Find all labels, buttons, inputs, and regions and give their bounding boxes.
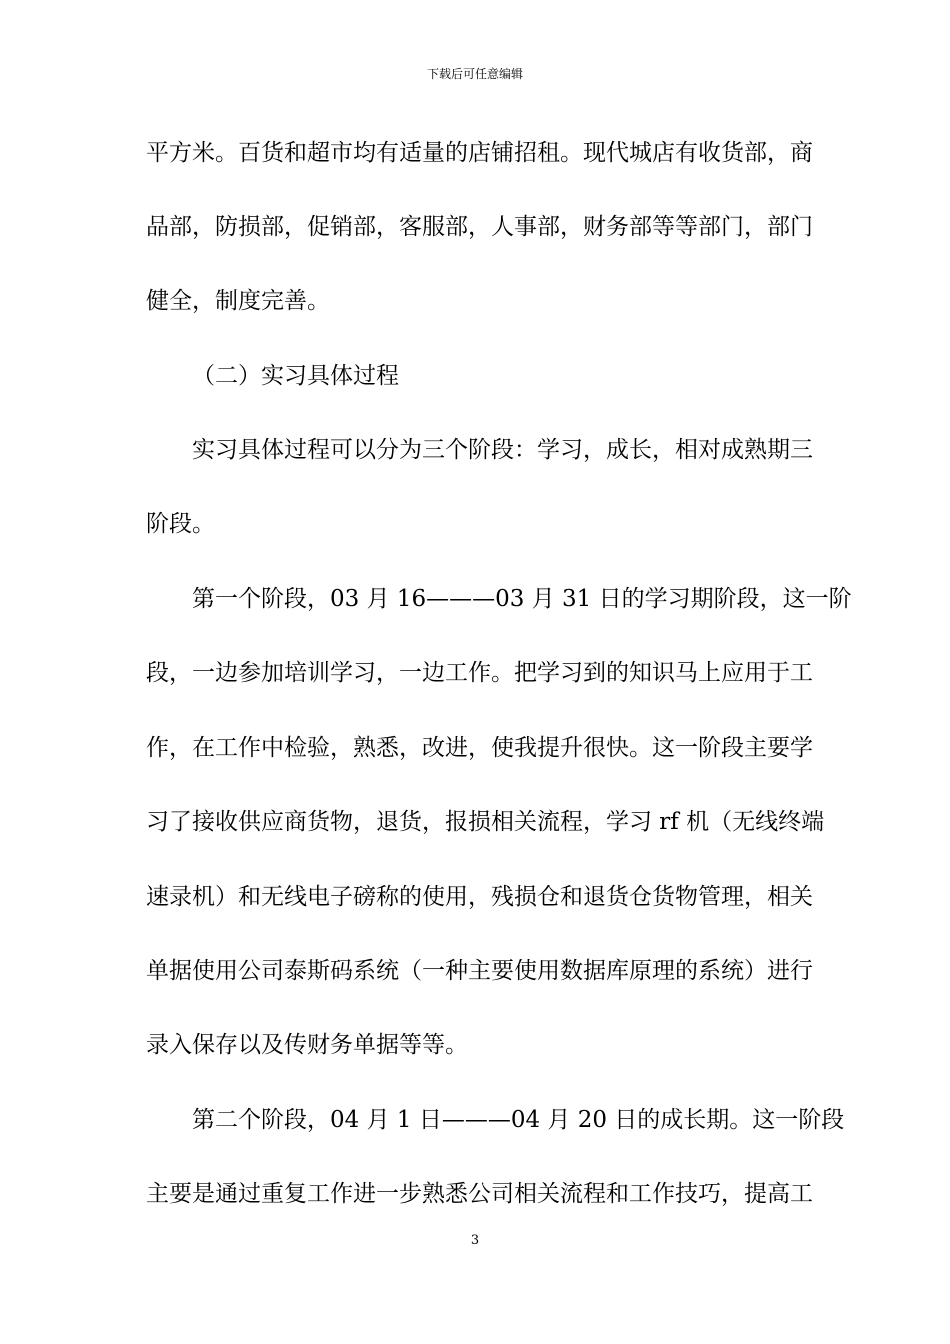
text-line: 平方米。百货和超市均有适量的店铺招租。现代城店有收货部，商 bbox=[146, 140, 813, 166]
text-line: 健全，制度完善。 bbox=[146, 288, 330, 314]
text-line: 主要是通过重复工作进一步熟悉公司相关流程和工作技巧，提高工 bbox=[146, 1181, 813, 1207]
text-line: 作，在工作中检验，熟悉，改进，使我提升很快。这一阶段主要学 bbox=[146, 735, 813, 761]
text-line: 第一个阶段，03 月 16———03 月 31 日的学习期阶段，这一阶 bbox=[192, 586, 852, 612]
page-header: 下载后可任意编辑 bbox=[426, 67, 523, 81]
section-heading: （二）实习具体过程 bbox=[192, 363, 399, 389]
text-line: 阶段。 bbox=[146, 511, 215, 537]
text-line: 第二个阶段，04 月 1 日———04 月 20 日的成长期。这一阶段 bbox=[192, 1107, 845, 1133]
text-line: 录入保存以及传财务单据等等。 bbox=[146, 1032, 468, 1058]
text-line: 单据使用公司泰斯码系统（一种主要使用数据库原理的系统）进行 bbox=[146, 958, 813, 984]
text-line: 段，一边参加培训学习，一边工作。把学习到的知识马上应用于工 bbox=[146, 660, 813, 686]
text-line: 实习具体过程可以分为三个阶段：学习，成长，相对成熟期三 bbox=[192, 437, 813, 463]
text-line: 习了接收供应商货物，退货，报损相关流程，学习 rf 机（无线终端 bbox=[146, 809, 825, 835]
text-line: 品部，防损部，促销部，客服部，人事部，财务部等等部门，部门 bbox=[146, 214, 813, 240]
text-line: 速录机）和无线电子磅称的使用，残损仓和退货仓货物管理，相关 bbox=[146, 884, 813, 910]
page-number: 3 bbox=[470, 1233, 480, 1248]
